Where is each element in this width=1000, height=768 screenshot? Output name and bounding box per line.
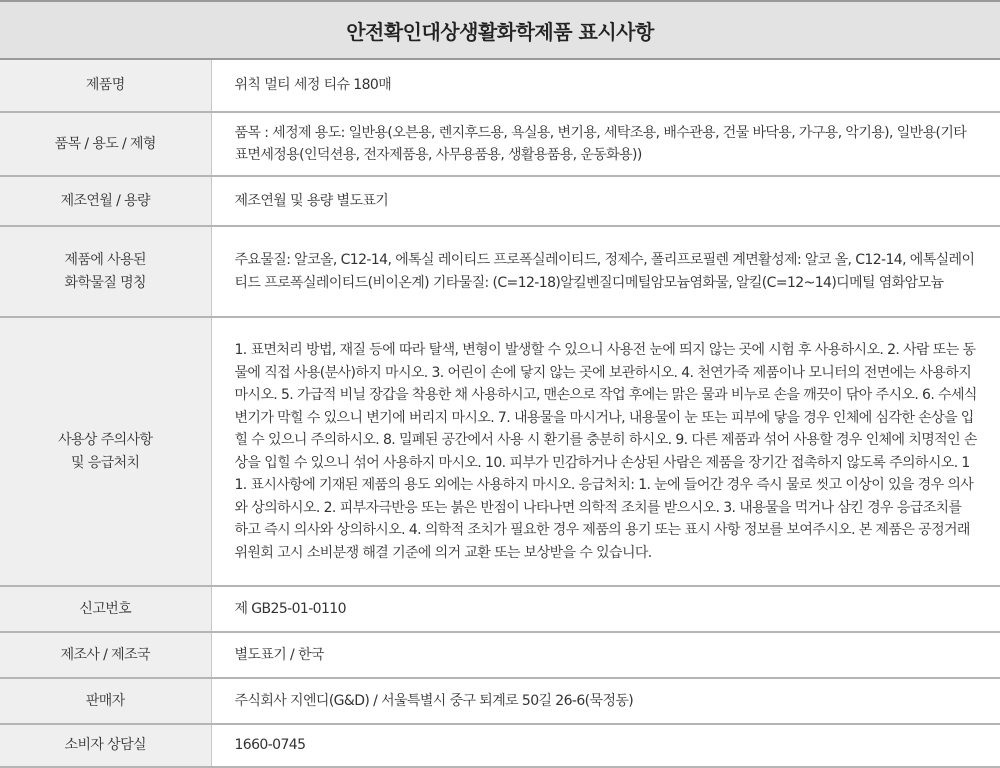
row-label-line: 화학물질 명칭 xyxy=(64,274,146,291)
row-value: 1. 표면처리 방법, 재질 등에 따라 탈색, 변형이 발생할 수 있으니 사용전 눈에 띄지 않는 곳에 시험 후 사용하시오. 2. 사람 또는 동물에 직접 사용(분사)하지 마시오. 3. 어린이 손에 닿지 않는 곳에 보관하시오. 4. 천연가죽 제품이나 모니터의 전면에는 사용하지 마시오. 5. 가급적 비닐 장갑을 착용한 채 사용하시고, 맨손으로 작업 후에는 맑은 물과 비누로 손을 깨끗이 닦아 주시오. 6. 수세식 변기가 막힐 수 있으니 변기에 버리지 마시오. 7. 내용물을 마시거나, 내용물이 눈 또는 피부에 닿을 경우 인체에 심각한 손상을 입힐 수 있으니 주의하시오. 8. 밀폐된 공간에서 사용 시 환기를 충분히 하시오. 9. 다른 제품과 섞어 사용할 경우 인체에 치명적인 손상을 입힐 수 있으니 섞어 사용하지 마시오. 10. 피부가 민감하거나 손상된 사람은 제품을 장기간 접촉하지 않도록 주의하시오. 11. 표시사항에 기재된 제품의 용도 외에는 사용하지 마시오. 응급처치: 1. 눈에 들어간 경우 즉시 물로 씻고 이상이 있을 경우 의사와 상의하시오. 2. 피부자극반응 또는 붉은 반점이 나타나면 의학적 조치를 받으시오. 3. 내용물을 먹거나 삼킨 경우 응급조치를 하고 즉시 의사와 상의하시오. 4. 의학적 조치가 필요한 경우 제품의 용기 또는 표시 사항 정보를 보여주시오. 본 제품은 공정거래위원회 고시 소비분쟁 해결 기준에 의거 교환 또는 보상받을 수 있습니다. xyxy=(211,317,1000,586)
row-value: 주식회사 지엔디(G&D) / 서울특별시 중구 퇴계로 50길 26-6(묵정동) xyxy=(211,678,1000,724)
row-product-name xyxy=(0,60,1000,112)
row-value: 1660-0745 xyxy=(211,724,1000,767)
title-bar xyxy=(0,0,1000,60)
row-label: 제품명 xyxy=(0,60,211,112)
row-label: 제조연월 / 용량 xyxy=(0,176,211,226)
row-label: 품목 / 용도 / 제형 xyxy=(0,112,211,176)
row-label-line: 및 응급처치 xyxy=(71,454,140,471)
row-label: 신고번호 xyxy=(0,586,211,632)
row-label-line: 제품에 사용된 xyxy=(64,252,146,268)
row-manufacture-date-capacity xyxy=(0,176,1000,226)
row-label-line: 사용상 주의사항 xyxy=(58,432,153,448)
row-value: 위칙 멀티 세정 티슈 180매 xyxy=(211,60,1000,112)
document-title: 안전확인대상생활화학제품 표시사항 xyxy=(346,19,654,44)
row-manufacturer-country xyxy=(0,632,1000,678)
row-chemical-substances xyxy=(0,226,1000,317)
row-label: 판매자 xyxy=(0,678,211,724)
product-info-table xyxy=(0,60,1000,768)
row-value: 별도표기 / 한국 xyxy=(211,632,1000,678)
row-value: 제조연월 및 용량 별도표기 xyxy=(211,176,1000,226)
row-value: 주요물질: 알코올, C12-14, 에톡실 레이티드 프로폭실레이티드, 정제수, 폴리프로필렌 계면활성제: 알코 올, C12-14, 에톡실레이티드 프로폭실레이티드(비이온계) 기타물질: (C=12-18)알킬벤질디메틸암모늄염화물, 알킬(C=12~14)디메틸 염화암모늄 xyxy=(211,226,1000,317)
row-label xyxy=(0,226,211,317)
row-label xyxy=(0,317,211,586)
row-report-number xyxy=(0,586,1000,632)
row-label: 소비자 상담실 xyxy=(0,724,211,767)
row-precautions-first-aid xyxy=(0,317,1000,586)
row-consumer-center xyxy=(0,724,1000,767)
row-seller xyxy=(0,678,1000,724)
row-item-usage-form xyxy=(0,112,1000,176)
row-value: 제 GB25-01-0110 xyxy=(211,586,1000,632)
row-value: 품목 : 세정제 용도: 일반용(오븐용, 렌지후드용, 욕실용, 변기용, 세탁조용, 배수관용, 건물 바닥용, 가구용, 악기용), 일반용(기타표면세정용(인덕션용, 전자제품용, 사무용품용, 생활용품용, 운동화용)) xyxy=(211,112,1000,176)
row-label: 제조사 / 제조국 xyxy=(0,632,211,678)
